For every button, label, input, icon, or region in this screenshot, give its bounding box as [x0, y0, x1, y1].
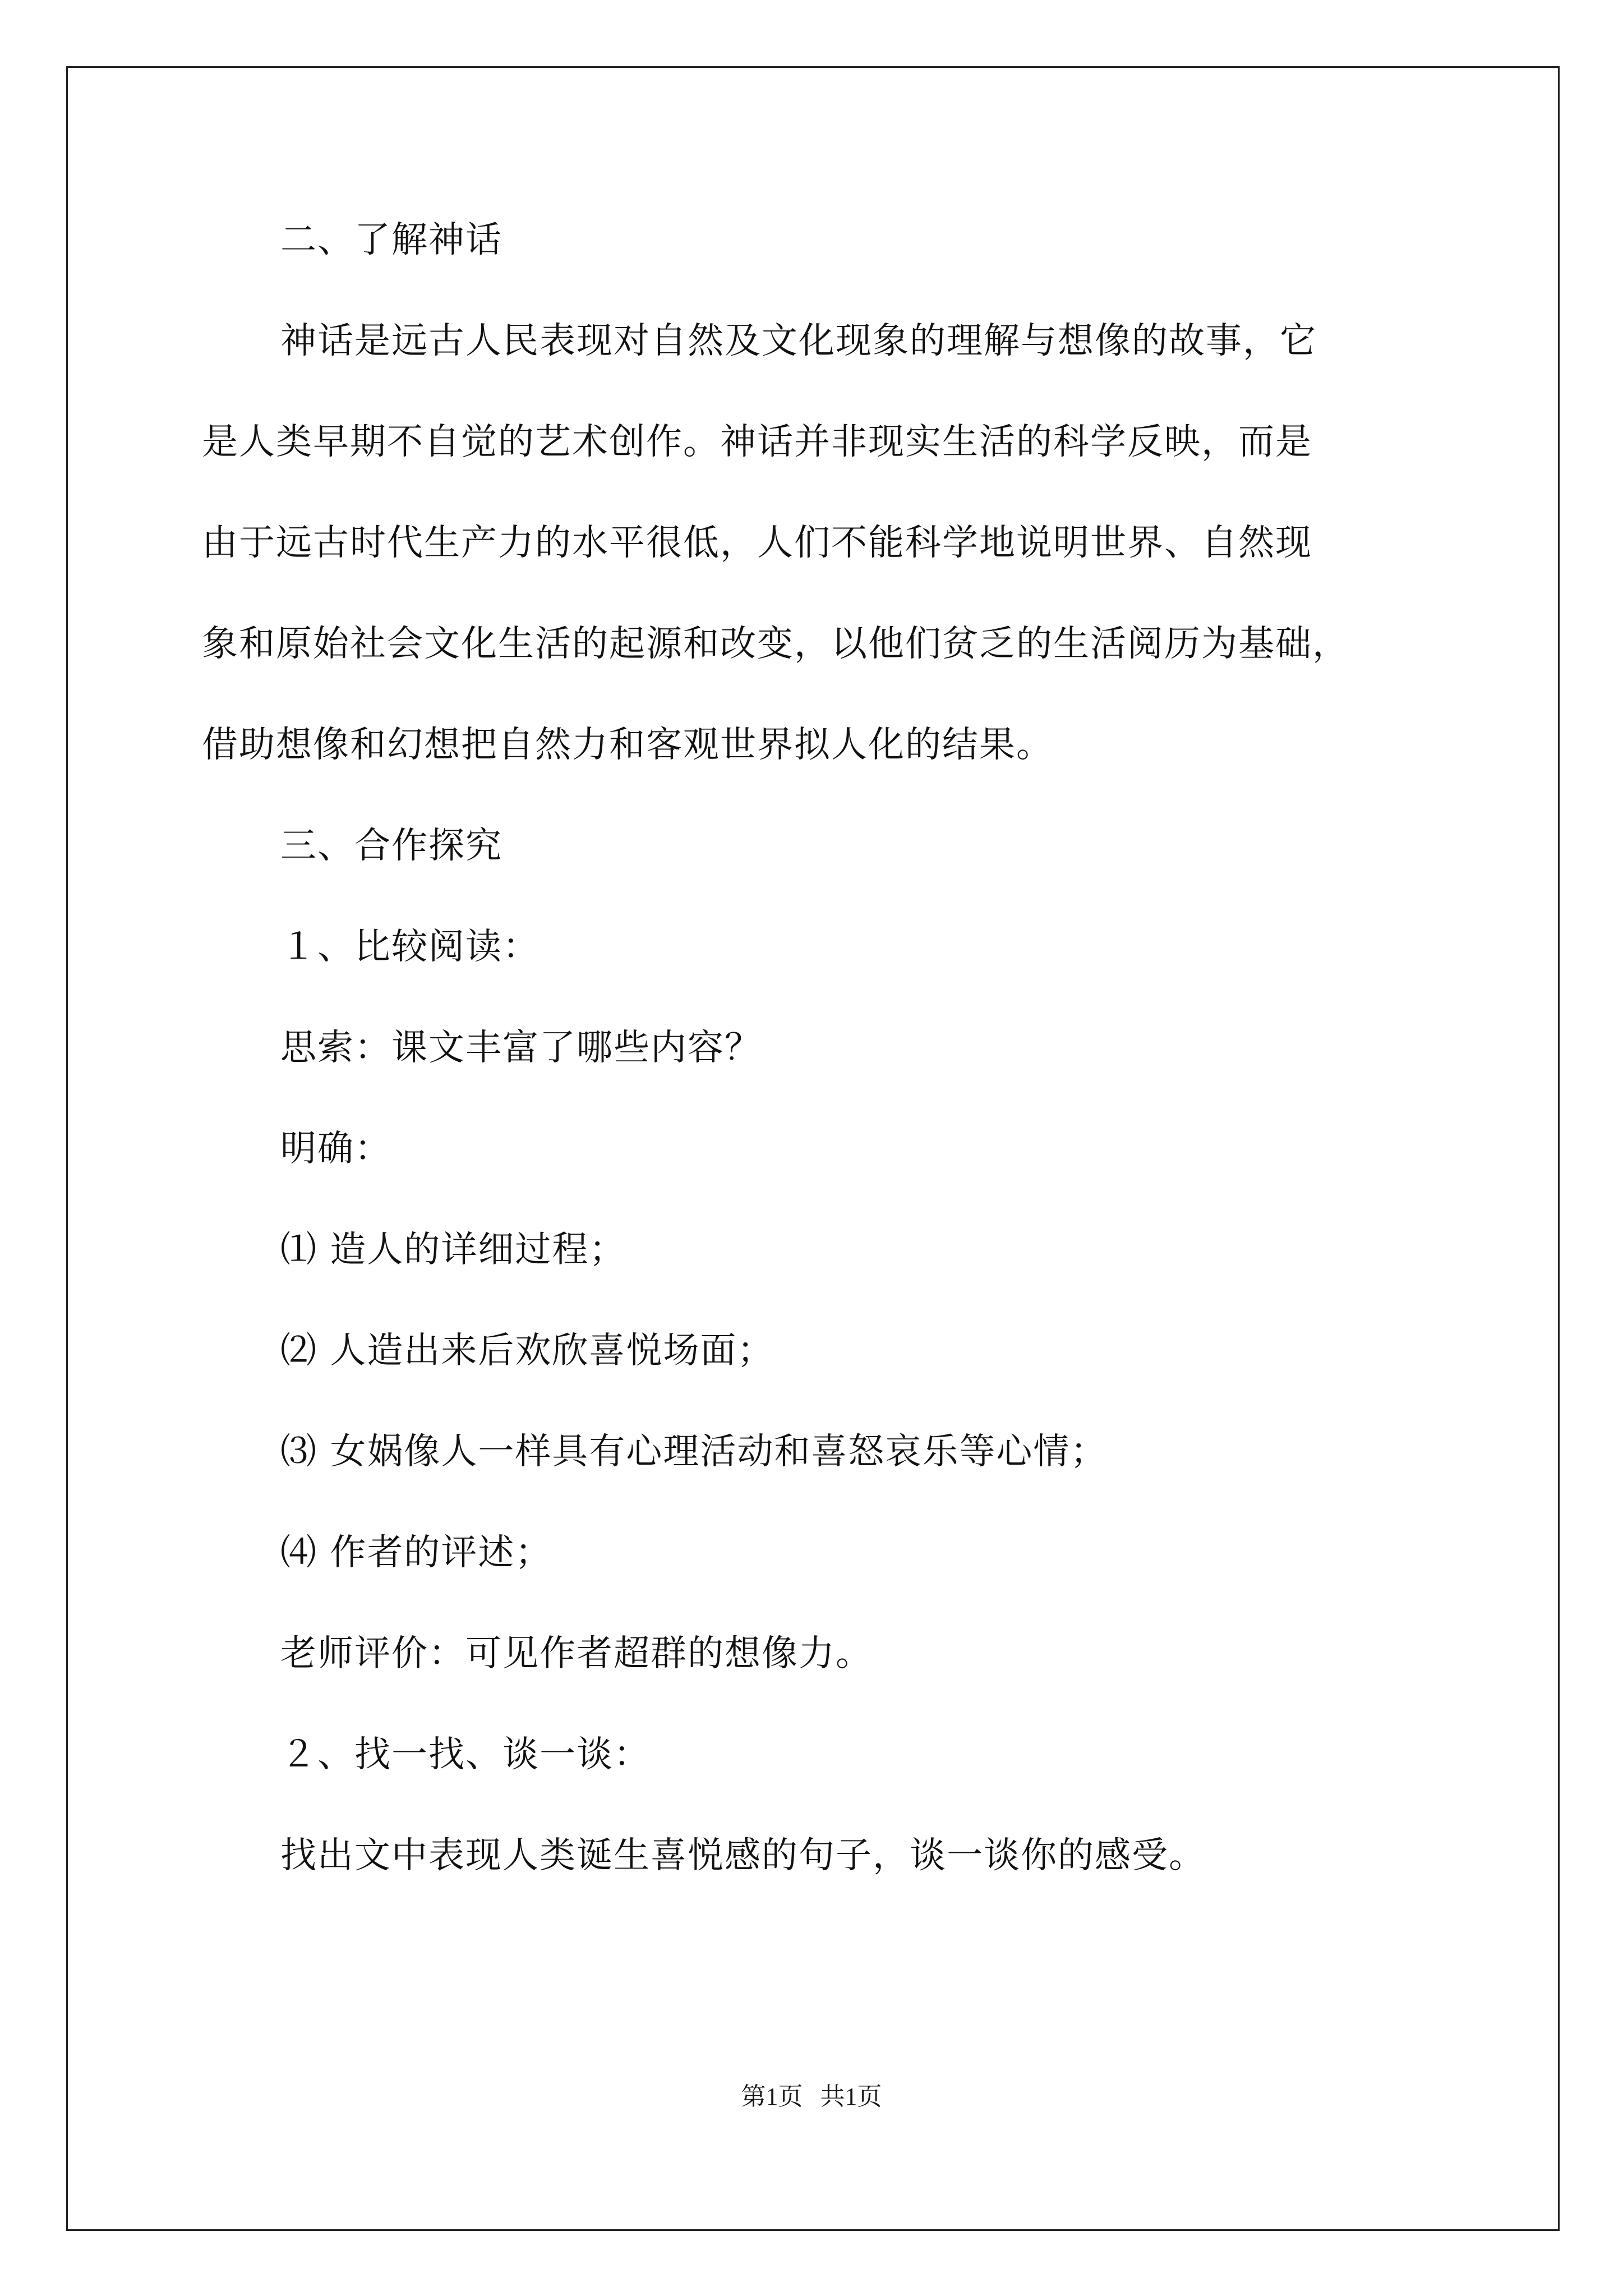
paragraph-line: 象和原始社会文化生活的起源和改变，以他们贫乏的生活阅历为基础， — [202, 623, 1349, 665]
question-text: 思索：课文丰富了哪些内容？ — [280, 1027, 762, 1069]
paragraph-line: 借助想像和幻想把自然力和客观世界拟人化的结果。 — [202, 724, 1053, 766]
subsection-item-1: １、比较阅读： — [280, 926, 540, 968]
point-item: ⑴ 造人的详细过程； — [280, 1229, 626, 1271]
paragraph-line: 是人类早期不自觉的艺术创作。神话并非现实生活的科学反映，而是 — [202, 421, 1312, 463]
page-number-total: 共1页 — [820, 2083, 882, 2110]
section-heading-3: 三、合作探究 — [280, 825, 502, 867]
subsection-item-2: ２、找一找、谈一谈： — [280, 1734, 651, 1775]
task-text: 找出文中表现人类诞生喜悦感的句子，谈一谈你的感受。 — [280, 1835, 1206, 1876]
point-item: ⑷ 作者的评述； — [280, 1532, 552, 1573]
page-footer — [0, 2080, 1623, 2114]
paragraph-line: 神话是远古人民表现对自然及文化现象的理解与想像的故事，它 — [280, 320, 1317, 362]
point-item: ⑵ 人造出来后欢欣喜悦场面； — [280, 1330, 774, 1372]
page-number-current: 第1页 — [741, 2083, 803, 2110]
section-heading-2: 二、了解神话 — [280, 219, 502, 261]
teacher-comment: 老师评价：可见作者超群的想像力。 — [280, 1633, 873, 1674]
clarify-label: 明确： — [280, 1128, 391, 1170]
point-item: ⑶ 女娲像人一样具有心理活动和喜怒哀乐等心情； — [280, 1431, 1108, 1473]
paragraph-line: 由于远古时代生产力的水平很低，人们不能科学地说明世界、自然现 — [202, 522, 1312, 564]
